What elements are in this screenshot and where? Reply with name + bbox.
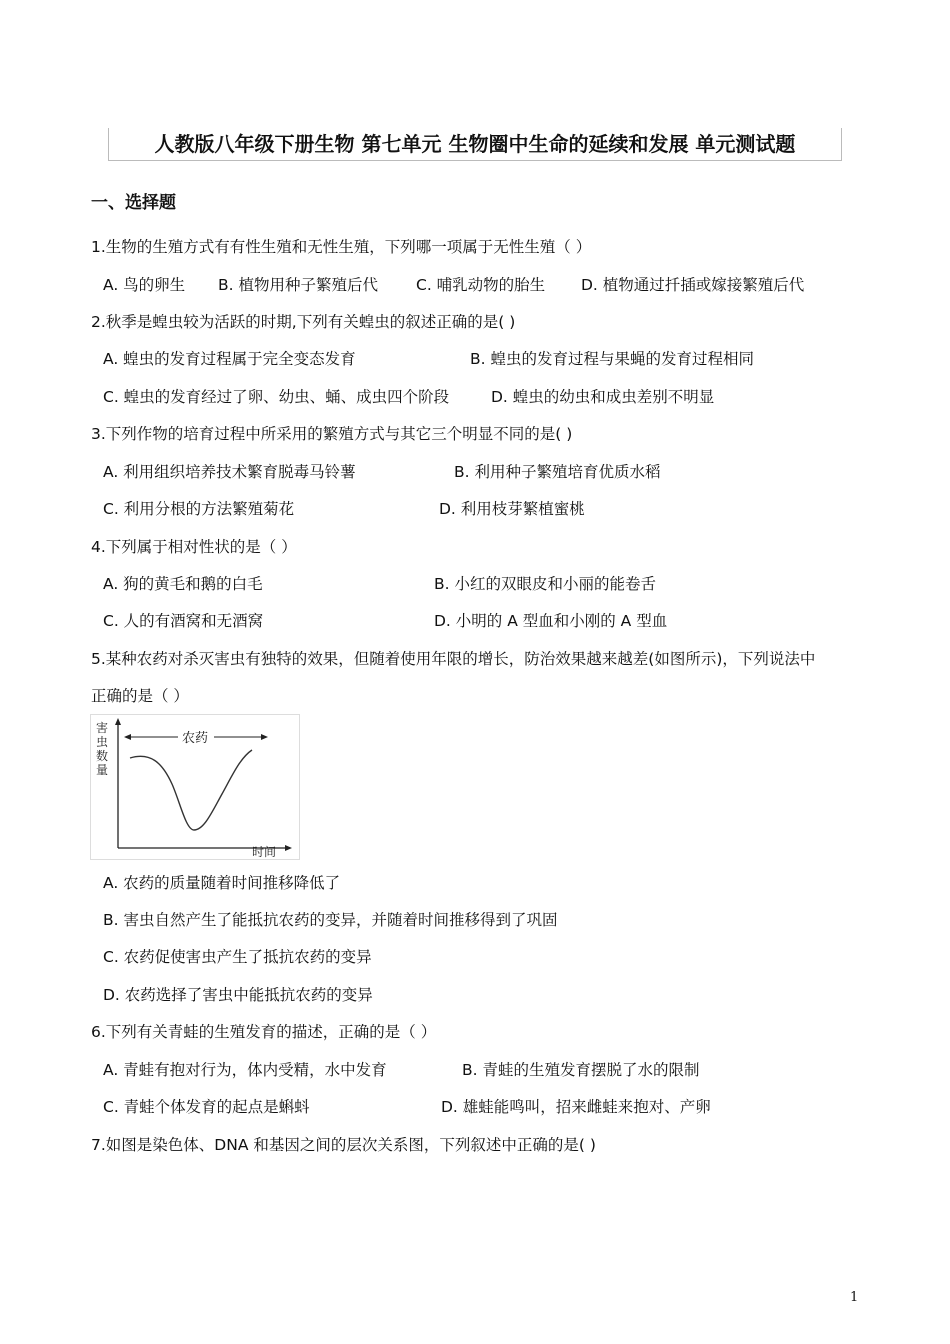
q4-option-d[interactable]: D. 小明的 A 型血和小刚的 A 型血 xyxy=(434,612,668,630)
question-6-stem: 6.下列有关青蛙的生殖发育的描述，正确的是（ ） xyxy=(91,1023,437,1041)
question-5-stem-continued: 正确的是（ ） xyxy=(91,687,189,705)
q5-option-b[interactable]: B. 害虫自然产生了能抵抗农药的变异，并随着时间推移得到了巩固 xyxy=(103,911,558,929)
question-4-stem: 4.下列属于相对性状的是（ ） xyxy=(91,538,297,556)
y-axis-label-char: 数 xyxy=(96,749,109,763)
y-axis-label-char: 虫 xyxy=(96,735,109,749)
q3-option-c[interactable]: C. 利用分根的方法繁殖菊花 xyxy=(103,500,295,518)
pesticide-label: 农药 xyxy=(182,731,209,746)
q5-option-c[interactable]: C. 农药促使害虫产生了抵抗农药的变异 xyxy=(103,948,372,966)
question-7-stem: 7.如图是染色体、DNA 和基因之间的层次关系图，下列叙述中正确的是( ) xyxy=(91,1136,596,1154)
q2-option-d[interactable]: D. 蝗虫的幼虫和成虫差别不明显 xyxy=(491,388,715,406)
x-axis-label: 时间 xyxy=(252,845,277,859)
question-1-stem: 1.生物的生殖方式有有性生殖和无性生殖，下列哪一项属于无性生殖（ ） xyxy=(91,238,592,256)
q2-option-c[interactable]: C. 蝗虫的发育经过了卵、幼虫、蛹、成虫四个阶段 xyxy=(103,388,450,406)
q2-option-a[interactable]: A. 蝗虫的发育过程属于完全变态发育 xyxy=(103,350,356,368)
q1-option-c[interactable]: C. 哺乳动物的胎生 xyxy=(416,276,546,294)
q1-option-d[interactable]: D. 植物通过扦插或嫁接繁殖后代 xyxy=(581,276,805,294)
q1-option-a[interactable]: A. 鸟的卵生 xyxy=(103,276,186,294)
q4-option-b[interactable]: B. 小红的双眼皮和小丽的能卷舌 xyxy=(434,575,656,593)
q6-option-d[interactable]: D. 雄蛙能鸣叫，招来雌蛙来抱对、产卵 xyxy=(441,1098,711,1116)
q5-option-a[interactable]: A. 农药的质量随着时间推移降低了 xyxy=(103,874,341,892)
q3-option-d[interactable]: D. 利用枝芽繁植蜜桃 xyxy=(439,500,585,518)
q4-option-c[interactable]: C. 人的有酒窝和无酒窝 xyxy=(103,612,264,630)
q3-option-b[interactable]: B. 利用种子繁殖培育优质水稻 xyxy=(454,463,661,481)
question-5-stem: 5.某种农药对杀灭害虫有独特的效果，但随着使用年限的增长，防治效果越来越差(如图所示)，下列说法中 xyxy=(91,650,816,668)
q6-option-b[interactable]: B. 青蛙的生殖发育摆脱了水的限制 xyxy=(462,1061,700,1079)
document-title: 人教版八年级下册生物 第七单元 生物圈中生命的延续和发展 单元测试题 xyxy=(108,128,842,161)
q4-option-a[interactable]: A. 狗的黄毛和鹅的白毛 xyxy=(103,575,263,593)
question-3-stem: 3.下列作物的培育过程中所采用的繁殖方式与其它三个明显不同的是( ) xyxy=(91,425,573,443)
q2-option-b[interactable]: B. 蝗虫的发育过程与果蝇的发育过程相同 xyxy=(470,350,754,368)
y-axis-label-char: 害 xyxy=(96,721,109,735)
page-number: 1 xyxy=(850,1290,859,1305)
q6-option-a[interactable]: A. 青蛙有抱对行为，体内受精，水中发育 xyxy=(103,1061,387,1079)
q6-option-c[interactable]: C. 青蛙个体发育的起点是蝌蚪 xyxy=(103,1098,310,1116)
y-axis-label xyxy=(96,720,108,777)
y-axis-label-char: 量 xyxy=(96,763,109,777)
q1-option-b[interactable]: B. 植物用种子繁殖后代 xyxy=(218,276,378,294)
q3-option-a[interactable]: A. 利用组织培养技术繁育脱毒马铃薯 xyxy=(103,463,356,481)
question-2-stem: 2.秋季是蝗虫较为活跃的时期,下列有关蝗虫的叙述正确的是( ) xyxy=(91,313,516,331)
pest-population-graph xyxy=(90,714,300,860)
q5-option-d[interactable]: D. 农药选择了害虫中能抵抗农药的变异 xyxy=(103,986,373,1004)
section-heading: 一、选择题 xyxy=(91,193,176,213)
